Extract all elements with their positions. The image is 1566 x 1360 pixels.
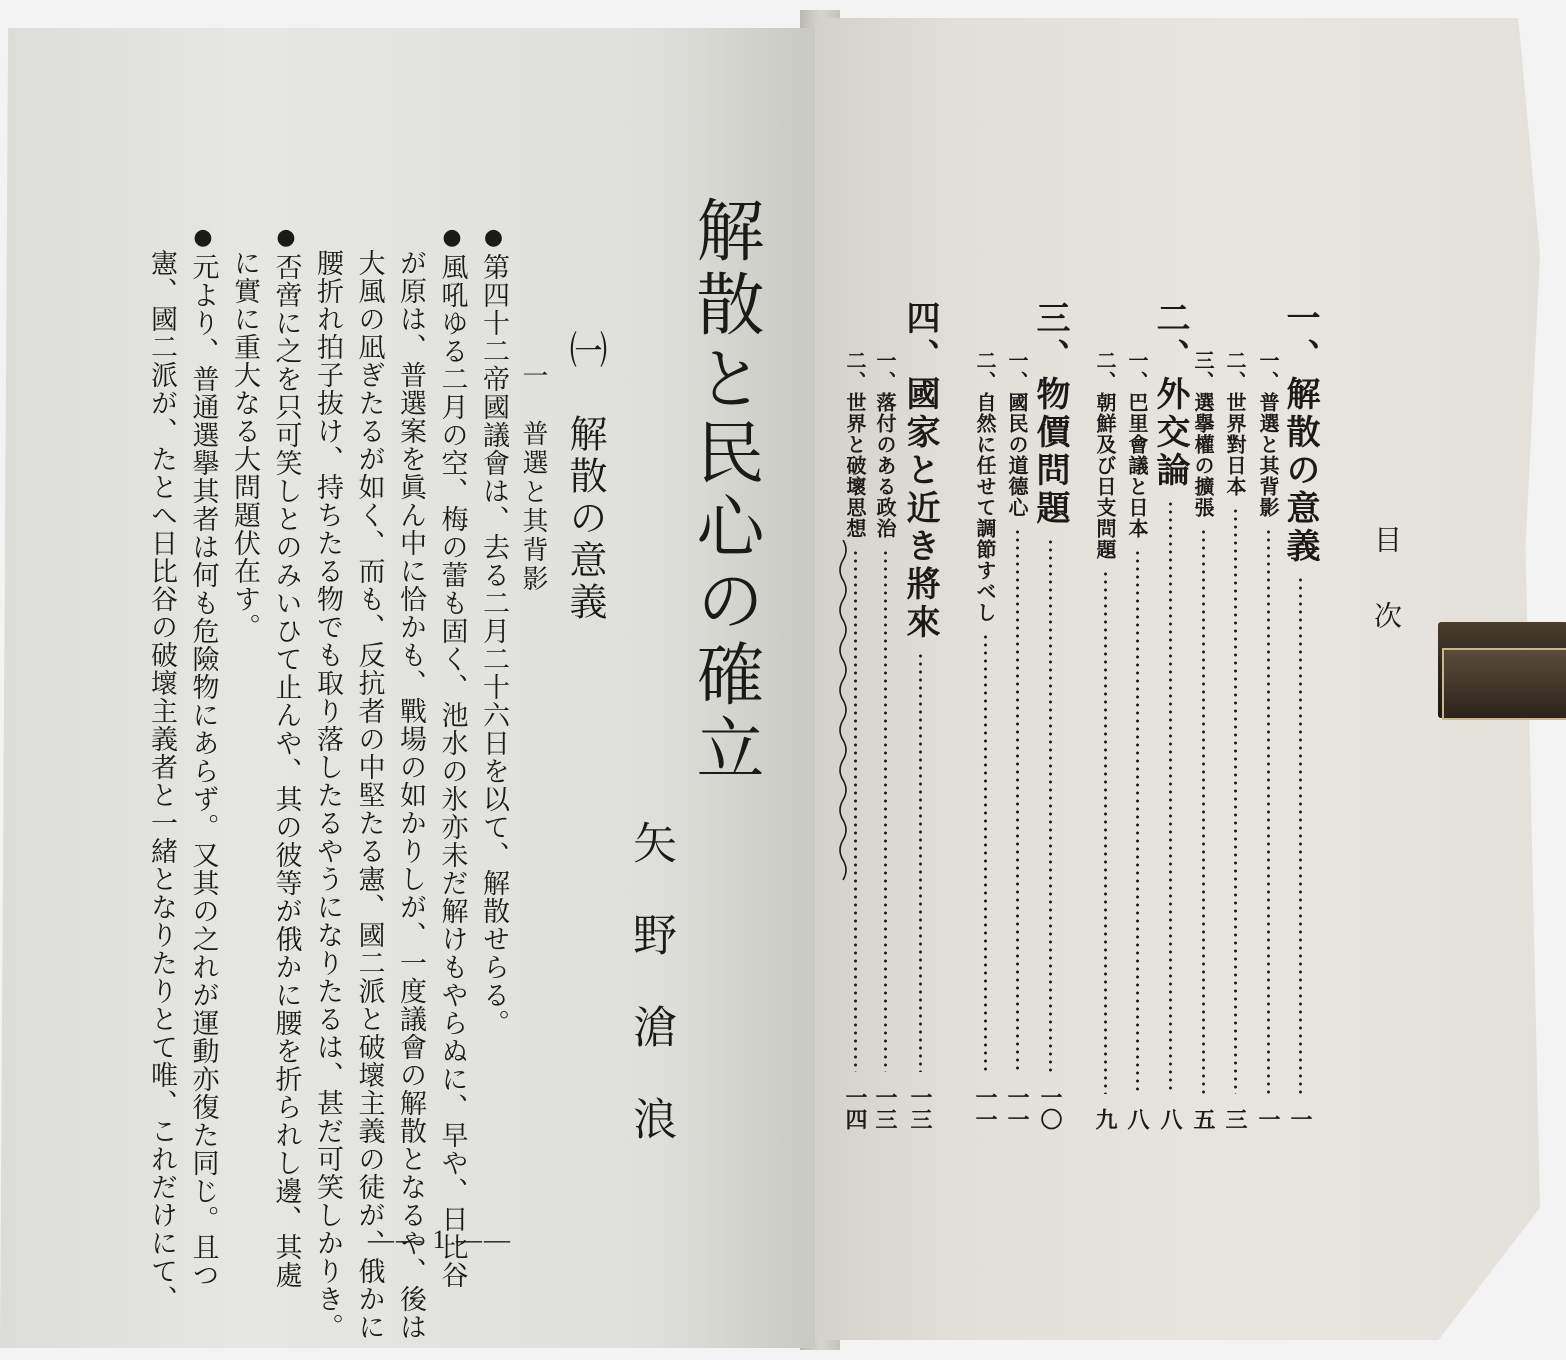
toc-leader-dots <box>1202 528 1205 1094</box>
toc-page-number: 一〇 <box>1037 1086 1063 1130</box>
body-line: ● 第四十二帝國議會は、去る二月二十六日を以て、解散せらる。 <box>480 225 507 1185</box>
toc-page-number: 一三 <box>872 1086 898 1130</box>
body-line: が原は、普選案を眞ん中に恰かも、戰場の如かりしが、一度議會の解散となるや、後は <box>395 249 426 1341</box>
toc-leader-dots <box>919 652 922 1072</box>
toc-entry-title: 一、普選と其背影 <box>1256 350 1280 518</box>
toc-entry-title: 二、世界と破壞思想 <box>843 350 867 539</box>
body-line: ● 風吼ゆる二月の空、梅の蕾も固く、池水の氷亦未だ解けもやらぬに、早や、日比谷 <box>439 225 466 1185</box>
toc-entry[interactable] <box>1091 350 1119 1130</box>
body-line: ● 否啻に之を只可笑しとのみいひて止んや、其の彼等が俄かに腰を折られし邊、其處 <box>273 225 300 1185</box>
toc-leader-dots <box>1267 528 1270 1094</box>
toc-leader-dots <box>984 633 987 1072</box>
article-title: 解散と民心の確立 <box>685 195 764 787</box>
toc-heading: 目 次 <box>1370 525 1403 639</box>
wavy-rule <box>836 540 850 890</box>
toc-page-number: 一四 <box>842 1086 868 1130</box>
toc-entry[interactable] <box>1221 350 1249 1130</box>
toc-page-number: 一 <box>1255 1108 1281 1130</box>
toc-page-number: 一一 <box>1004 1086 1030 1130</box>
toc-entry-title: 一、落付のある政治 <box>873 350 897 539</box>
body-line: に實に重大なる大問題伏在す。 <box>229 249 260 641</box>
toc-entry-title: 四、國家と近き將來 <box>900 300 940 642</box>
toc-entry[interactable] <box>971 350 999 1130</box>
toc-entry[interactable] <box>898 300 942 1130</box>
toc-entry-title: 二、外交論 <box>1150 300 1190 490</box>
toc-entry[interactable] <box>1278 300 1322 1130</box>
subsection-heading: 一 普選と其背影 <box>518 362 548 594</box>
toc-entry-title: 二、朝鮮及び日支問題 <box>1093 350 1117 560</box>
toc-entry-title: 一、國民の道德心 <box>1005 350 1029 518</box>
toc-page-number: 一 <box>1287 1108 1313 1130</box>
toc-entry[interactable] <box>1254 350 1282 1130</box>
toc-entry-title: 一、巴里會議と日本 <box>1125 350 1149 539</box>
toc-page-number: 八 <box>1157 1108 1183 1130</box>
toc-entry-title: 二、世界對日本 <box>1223 350 1247 497</box>
toc-entry[interactable] <box>1003 350 1031 1130</box>
toc-leader-dots <box>854 549 857 1072</box>
toc-page-number: 三 <box>1222 1108 1248 1130</box>
toc-entry[interactable] <box>1028 300 1072 1130</box>
toc-entry-title: 二、自然に任せて調節すべし <box>973 350 997 623</box>
toc-leader-dots <box>1136 549 1139 1094</box>
toc-entry[interactable] <box>1123 350 1151 1130</box>
toc-page-number: 五 <box>1190 1108 1216 1130</box>
section-heading: ㈠ 解散の意義 <box>563 330 607 624</box>
author-name: 矢野滄浪 <box>625 820 676 1188</box>
toc-leader-dots <box>1104 570 1107 1094</box>
toc-leader-dots <box>1169 500 1172 1094</box>
body-line: 憲、國二派が、たとへ日比谷の破壞主義者と一緒となりたりとて唯、これだけにて、 <box>146 249 177 1313</box>
toc-entry-title: 三、物價問題 <box>1030 300 1070 528</box>
bookmark-clip-tab <box>1442 648 1566 720</box>
toc-page-number: 九 <box>1092 1108 1118 1130</box>
body-line: 大風の凪ぎたるが如く、而も、反抗者の中堅たる憲、國二派と破壞主義の徒が、俄かに <box>353 249 385 1341</box>
body-line: ● 元より、普通選擧其者は何も危險物にあらず。又其の之れが運動亦復た同じ。且つ <box>190 225 217 1185</box>
body-line: 腰折れ拍子抜け、持ちたる物でも取り落したるやうになりたるは、甚だ可笑しかりき。 <box>312 249 343 1341</box>
toc-leader-dots <box>1299 576 1302 1094</box>
toc-leader-dots <box>884 549 887 1072</box>
toc-page-number: 八 <box>1124 1108 1150 1130</box>
toc-leader-dots <box>1016 528 1019 1072</box>
toc-entry-title: 三、選擧權の擴張 <box>1191 350 1215 518</box>
toc-entry[interactable] <box>1189 350 1217 1130</box>
toc-entry[interactable] <box>871 350 899 1130</box>
toc-entry-title: 一、解散の意義 <box>1280 300 1320 566</box>
toc-leader-dots <box>1234 507 1237 1094</box>
page-number: —— 1 —— <box>368 1225 512 1254</box>
toc-leader-dots <box>1049 538 1052 1072</box>
toc-page-number: 一三 <box>907 1086 933 1130</box>
toc-page-number: 一一 <box>972 1086 998 1130</box>
toc-entry[interactable] <box>1148 300 1192 1130</box>
